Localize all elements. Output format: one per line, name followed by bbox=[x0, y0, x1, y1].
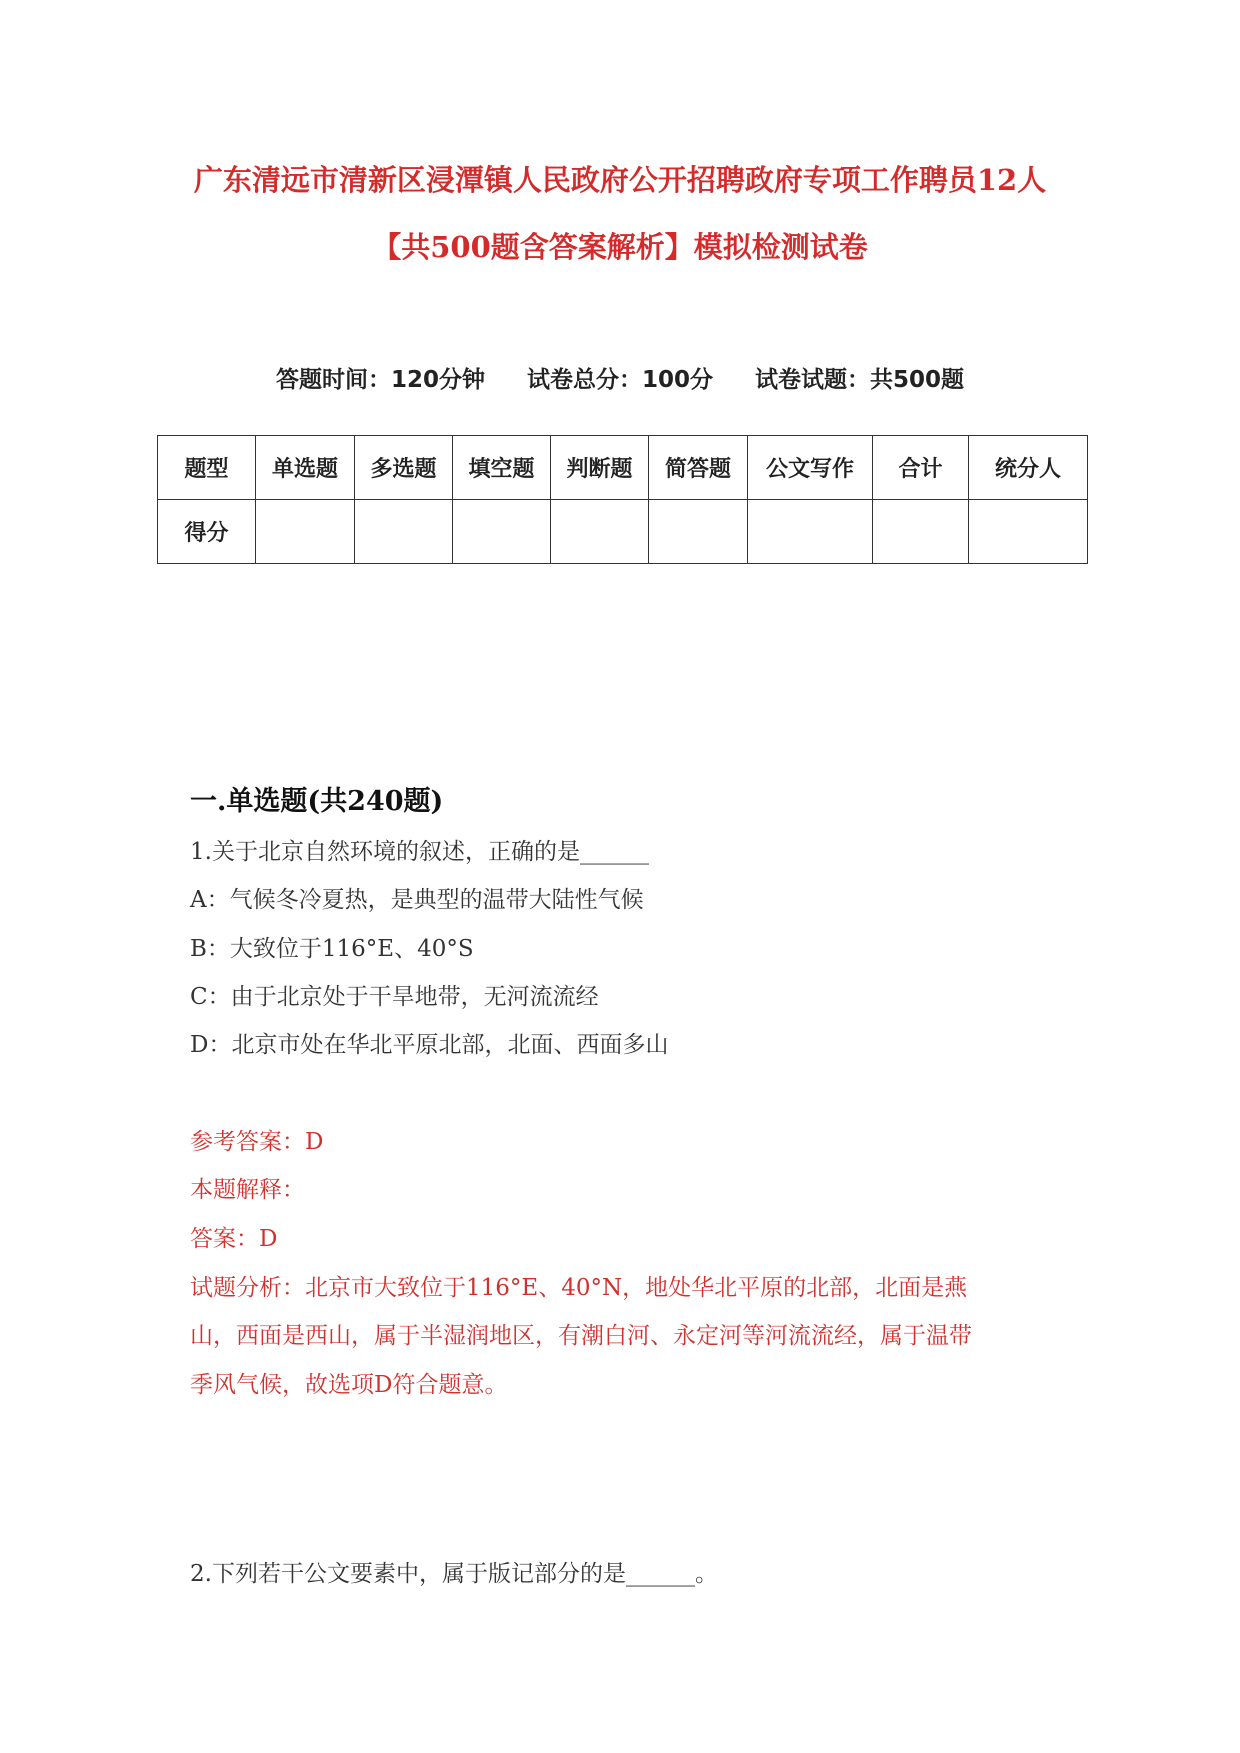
score-table bbox=[157, 435, 1088, 564]
reference-answer: 参考答案：D bbox=[190, 1129, 324, 1155]
score-table-header: 单选题 bbox=[256, 436, 355, 500]
question-option-d: D：北京市处在华北平原北部，北面、西面多山 bbox=[190, 1032, 669, 1058]
document-title-line2: 【共500题含答案解析】模拟检测试卷 bbox=[372, 230, 868, 264]
score-table-header: 简答题 bbox=[649, 436, 748, 500]
score-row-label: 得分 bbox=[158, 500, 256, 564]
score-table-header: 多选题 bbox=[355, 436, 453, 500]
score-cell bbox=[873, 500, 969, 564]
exam-question-count: 试卷试题：共500题 bbox=[755, 367, 965, 393]
question-option-b: B：大致位于116°E、40°S bbox=[190, 936, 474, 962]
answer-text: 答案：D bbox=[190, 1226, 278, 1252]
question-stem: 1.关于北京自然环境的叙述，正确的是______ bbox=[190, 839, 649, 865]
score-table-header: 公文写作 bbox=[748, 436, 873, 500]
score-table-header: 判断题 bbox=[551, 436, 649, 500]
score-cell bbox=[256, 500, 355, 564]
exam-total-score: 试卷总分：100分 bbox=[526, 367, 713, 393]
exam-time: 答题时间：120分钟 bbox=[275, 367, 485, 393]
score-cell bbox=[453, 500, 551, 564]
section-title: 一.单选题(共240题) bbox=[190, 786, 444, 817]
score-table-header: 填空题 bbox=[453, 436, 551, 500]
score-cell bbox=[969, 500, 1088, 564]
document-title-line1: 广东清远市清新区浸潭镇人民政府公开招聘政府专项工作聘员12人 bbox=[193, 163, 1047, 197]
score-table-header: 题型 bbox=[158, 436, 256, 500]
score-table-header-row bbox=[158, 436, 1088, 500]
score-cell bbox=[551, 500, 649, 564]
score-table-score-row bbox=[158, 500, 1088, 564]
score-cell bbox=[748, 500, 873, 564]
analysis-line: 山，西面是西山，属于半湿润地区，有潮白河、永定河等河流流经，属于温带 bbox=[190, 1323, 972, 1349]
analysis-line: 试题分析：北京市大致位于116°E、40°N，地处华北平原的北部，北面是燕 bbox=[190, 1275, 968, 1301]
analysis-line: 季风气候，故选项D符合题意。 bbox=[190, 1372, 508, 1398]
score-cell bbox=[355, 500, 453, 564]
score-table-header: 统分人 bbox=[969, 436, 1088, 500]
score-cell bbox=[649, 500, 748, 564]
score-table-header: 合计 bbox=[873, 436, 969, 500]
question-option-c: C：由于北京处于干旱地带，无河流流经 bbox=[190, 984, 599, 1010]
exam-meta bbox=[150, 361, 1090, 394]
explanation-label: 本题解释： bbox=[190, 1177, 305, 1203]
question-stem: 2.下列若干公文要素中，属于版记部分的是______。 bbox=[190, 1561, 718, 1587]
question-option-a: A：气候冬冷夏热，是典型的温带大陆性气候 bbox=[190, 887, 644, 913]
